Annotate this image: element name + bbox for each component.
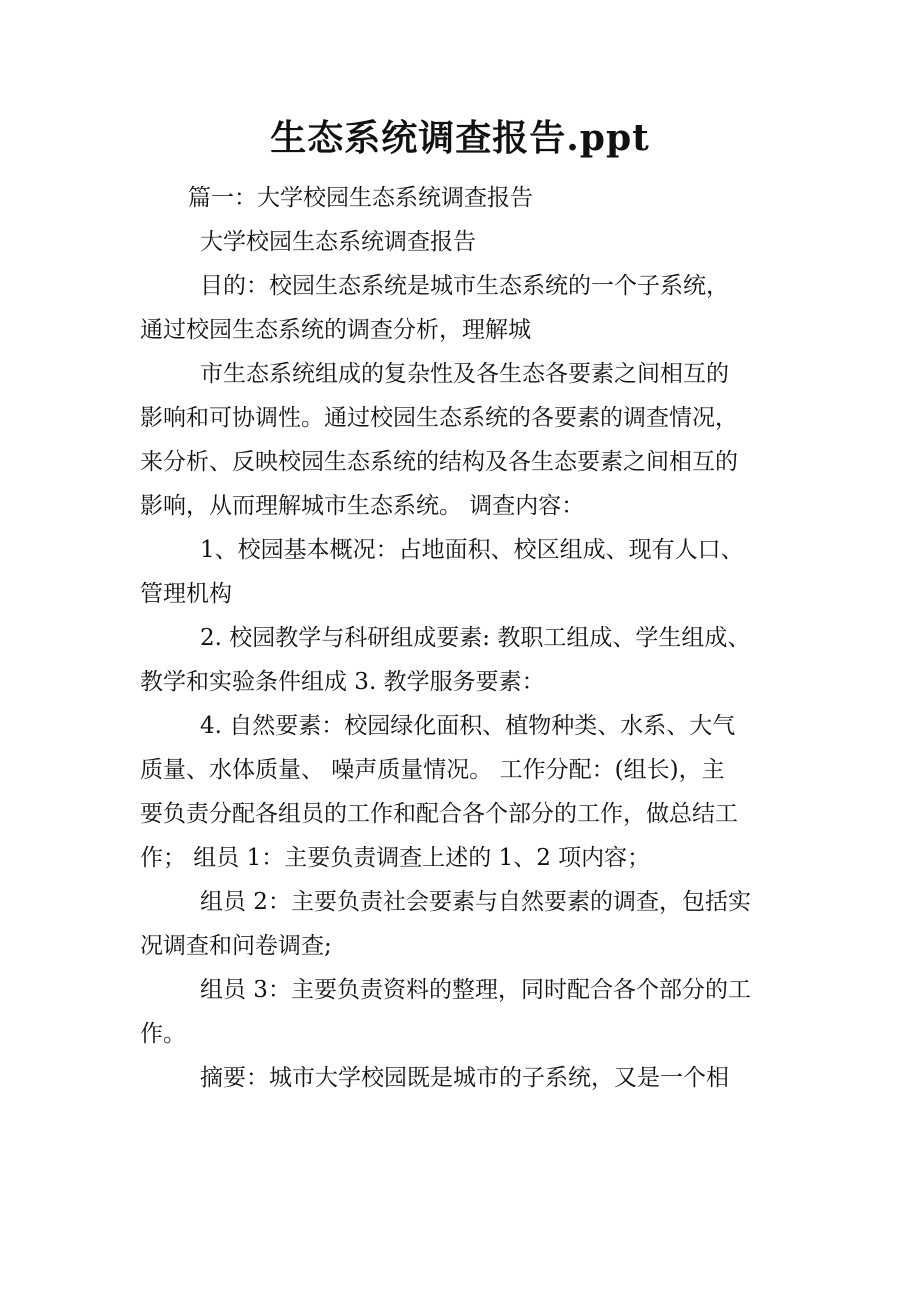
paragraph-line: 篇一：大学校园生态系统调查报告	[188, 185, 533, 211]
paragraph-line: 要负责分配各组员的工作和配合各个部分的工作，做总结工	[140, 801, 738, 827]
paragraph-line: 大学校园生态系统调查报告	[200, 229, 476, 255]
paragraph-line: 目的：校园生态系统是城市生态系统的一个子系统，	[200, 273, 729, 299]
paragraph-line: 影响和可协调性。通过校园生态系统的各要素的调查情况，	[140, 405, 738, 431]
paragraph-line: 市生态系统组成的复杂性及各生态各要素之间相互的	[200, 361, 729, 387]
paragraph-line: 作。	[140, 1021, 186, 1047]
paragraph-line: 组员 3：主要负责资料的整理，同时配合各个部分的工	[200, 977, 751, 1003]
paragraph-line: 4. 自然要素：校园绿化面积、植物种类、水系、大气	[200, 713, 736, 739]
document-body	[140, 176, 790, 1100]
paragraph-line: 来分析、反映校园生态系统的结构及各生态要素之间相互的	[140, 449, 738, 475]
document-title: 生态系统调查报告.ppt	[270, 117, 650, 159]
paragraph-line: 摘要：城市大学校园既是城市的子系统，又是一个相	[200, 1065, 729, 1091]
paragraph-line: 管理机构	[140, 581, 232, 607]
paragraph-line: 通过校园生态系统的调查分析，理解城	[140, 317, 531, 343]
paragraph-line: 教学和实验条件组成 3. 教学服务要素：	[140, 669, 545, 695]
paragraph-line: 2. 校园教学与科研组成要素: 教职工组成、学生组成、	[200, 625, 751, 651]
paragraph-line: 况调查和问卷调查;	[140, 933, 332, 959]
paragraph-line: 作； 组员 1：主要负责调查上述的 1、2 项内容；	[140, 845, 651, 871]
paragraph-line: 质量、水体质量、 噪声质量情况。 工作分配：(组长)，主	[140, 757, 725, 783]
paragraph-line: 组员 2：主要负责社会要素与自然要素的调查，包括实	[200, 889, 751, 915]
paragraph-line: 影响，从而理解城市生态系统。 调查内容：	[140, 493, 585, 519]
paragraph-line: 1、校园基本概况：占地面积、校区组成、现有人口、	[200, 537, 744, 563]
